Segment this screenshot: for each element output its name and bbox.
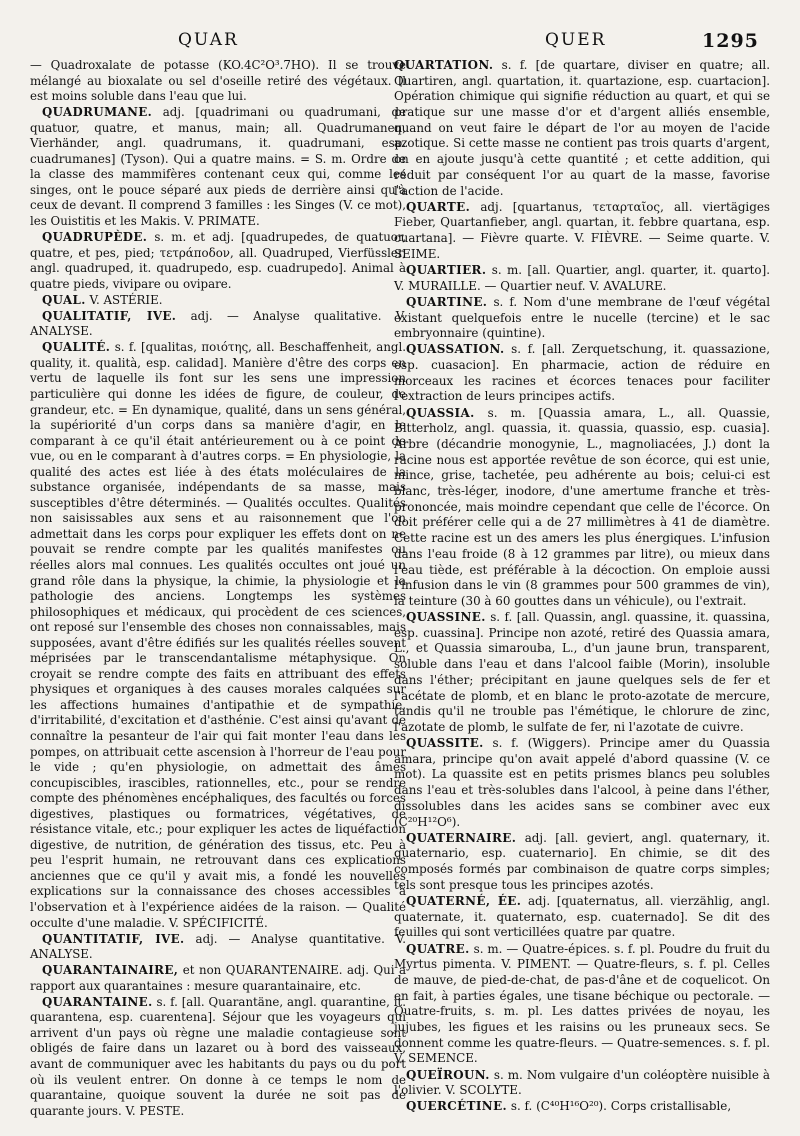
entry-definition: V. ASTÉRIE. [89, 292, 163, 307]
dictionary-entry [30, 995, 406, 1119]
dictionary-entry [30, 293, 406, 309]
entry-definition: s. f. Nom d'une membrane de l'œuf végétal existant quelquefois entre le nucelle (tercine) et le sac embryonnaire (quintine). [394, 294, 771, 341]
entry-headword: QUASSINE. [406, 610, 486, 625]
entry-definition: et non QUARANTENAIRE. adj. Qui a rapport aux quarantaines : mesure quarantainaire, etc. [30, 963, 407, 993]
running-head-left: QUAR [178, 30, 239, 50]
entry-definition: s. m. et adj. [quadrupedes, de quatuor, quatre, et pes, pied; τετράποδον, all. Quadruped, Vierfüssler, angl. quadruped, it. quadrupedo, esp. cuadrupedo]. Animal à quatre pieds, vivipare ou ovipare. [30, 230, 407, 291]
dictionary-entry [394, 295, 770, 342]
dictionary-entry [394, 58, 770, 199]
entry-definition: adj. — Analyse quantitative. V. ANALYSE. [30, 931, 406, 962]
entry-headword: QUASSATION. [406, 342, 505, 357]
entry-definition: adj. [quaternatus, all. vierzählig, angl. quaternate, it. quaternato, esp. cuaternado]. Se dit des feuilles qui sont verticillées quatre par quatre. [394, 893, 771, 940]
entry-headword: QUADRUPÈDE. [42, 230, 148, 245]
entry-definition: adj. — Analyse qualitative. V. ANALYSE. [30, 308, 406, 339]
entry-headword: QUARTE. [406, 199, 471, 214]
dictionary-entry [394, 942, 770, 1068]
entry-definition: s. f. [de quartare, diviser en quatre; all. Quartiren, angl. quartation, it. quartazione, esp. cuartacion]. Opération chimique qui signifie réduction au quart, et qui se pratique sur une masse d'or et d'argent alliés ensemble, quand on veut faire le départ de l'or au moyen de l'acide azotique. Si cette masse ne contient pas trois quarts d'argent, on en ajoute jusqu'à cette quantité ; et cette addition, qui réduit par conséquent l'or au quart de la masse, favorise l'action de l'acide. [394, 58, 771, 198]
entry-definition: adj. [quartanus, τεταρταῖος, all. viertägiges Fieber, Quartanfieber, angl. quartan, it. febbre quartana, esp. cuartana]. — Fièvre quarte. V. FIÈVRE. — Seime quarte. V. SEIME. [394, 199, 770, 261]
entry-headword: QUALITATIF, IVE. [42, 308, 177, 323]
entry-headword: QUATERNÉ, ÉE. [406, 893, 522, 908]
dictionary-entry [30, 963, 406, 994]
dictionary-entry [394, 1099, 770, 1115]
left-column [30, 58, 406, 1120]
entry-headword: QUANTITATIF, IVE. [42, 931, 185, 946]
dictionary-entry [394, 1068, 770, 1099]
dictionary-entry [30, 58, 406, 105]
dictionary-entry [394, 200, 770, 263]
dictionary-entry [30, 932, 406, 963]
entry-definition: s. f. (Wiggers). Principe amer du Quassia amara, principe qu'on avait appelé d'abord quassine (V. ce mot). La quassite est en petits prismes blancs peu solubles dans l'eau et très-solubles dans l'alcool, à peine dans l'éther, dissolubles dans les acides sans se combiner avec eux (C²⁰H¹²O⁶). [394, 736, 770, 829]
page-number: 1295 [702, 30, 759, 52]
entry-headword: QUASSITE. [406, 736, 484, 751]
entry-headword: QUATRE. [406, 941, 470, 956]
entry-definition: s. m. — Quatre-épices. s. f. pl. Poudre du fruit du Myrtus pimenta. V. PIMENT. — Quatre-fleurs, s. f. pl. Celles de mauve, de pied-de-chat, de pas-d'âne et de coquelicot. On en fait, à parties égales, une tisane béchique ou pectorale. — Quatre-fruits, s. m. pl. Les dattes privées de noyau, les jujubes, les figues et les raisins ou les pruneaux secs. Se donnent comme les quatre-fleurs. — Quatre-semences. s. f. pl. V. SEMENCE. [394, 941, 771, 1066]
dictionary-entry [30, 230, 406, 292]
entry-headword: QUARANTAINAIRE, [42, 963, 179, 978]
dictionary-entry [394, 894, 770, 941]
dictionary-entry [394, 406, 770, 610]
dictionary-entry [394, 342, 770, 405]
entry-headword: QUALITÉ. [42, 340, 111, 355]
dictionary-entry [394, 831, 770, 894]
dictionary-entry [30, 309, 406, 340]
entry-headword: QUARANTAINE. [42, 994, 153, 1009]
entry-headword: QUARTIER. [406, 262, 487, 277]
entry-headword: QUASSIA. [406, 405, 475, 420]
entry-definition: s. f. [qualitas, ποιότης, all. Beschaffenheit, angl. quality, it. qualità, esp. calidad]. Manière d'être des corps en vertu de laquelle ils font sur les sens une impression particulière qui donne les idées de figure, de couleur, de grandeur, etc. = En dynamique, qualité, dans un sens général, la supériorité d'un corps dans sa manière d'agir, en le comparant à ce qu'il était antérieurement ou à ce point de vue, ou en le comparant à d'autres corps. = En physiologie, la qualité des actes est liée à des états moléculaires de la substance organisée, indépendants de sa masse, mais susceptibles d'être déterminés. — Qualités occultes. Qualités non saisissables aux sens et au raisonnement que l'on admettait dans les corps pour expliquer les effets dont on ne pouvait se rendre compte par les qualités manifestes ou réelles alors mal connues. Les qualités occultes ont joué un grand rôle dans la physique, la chimie, la physiologie et la pathologie des anciens. Longtemps les systèmes philosophiques et médicaux, qui procèdent de ces sciences, ont reposé sur l'ensemble des choses non connaissables, mais supposées, avant d'être édifiés sur les qualités réelles souvent méprisées par le transcendantalisme métaphysique. On croyait se rendre compte des faits en attribuant des effets physiques et organiques à des causes morales calquées sur les affections humaines d'antipathie et de sympathie, d'irritabilité, d'excitation et d'asthénie. C'est ainsi qu'avant de connaître la pesanteur de l'air qui fait monter l'eau dans les pompes, on attribuait cette ascension à l'horreur de l'eau pour le vide ; qu'en physiologie, on admettait des âmes concupiscibles, irascibles, rationnelles, etc., pour se rendre compte des phénomènes encéphaliques, des facultés ou forces digestives, plastiques ou formatrices, végétatives, de résistance vitale, etc.; pour expliquer les actes de liquéfaction digestive, de nutrition, de génération des tissus, etc. Peu à peu l'esprit humain, ne retrouvant dans ces explications anciennes que ce qu'il y avait mis, a fondé les nouvelles explications sur la connaissance des choses accessibles à l'observation et à l'expérience aidées de la raison. — Qualité occulte d'une maladie. V. SPÉCIFICITÉ. [30, 340, 406, 930]
entry-headword: QUARTATION. [394, 58, 494, 72]
dictionary-entry [30, 105, 406, 229]
dictionary-entry [394, 610, 770, 736]
entry-headword: QUERCÉTINE. [406, 1099, 508, 1114]
entry-definition: s. m. [Quassia amara, L., all. Quassie, Bitterholz, angl. quassia, it. quassia, quassio, esp. cuasia]. Arbre (décandrie monogynie, L., magnoliacées, J.) dont la racine nous est apportée revêtue de son écorce, qui est unie, mince, grise, tachetée, peu adhérente au bois; celui-ci est blanc, très-léger, inodore, d'une amertume franche et très-prononcée, mais moindre cependant que celle de l'écorce. On doit préférer celle qui a de 27 millimètres à 41 de diamètre. Cette racine est un des amers les plus énergiques. L'infusion dans l'eau froide (8 à 12 grammes par litre), ou mieux dans l'eau tiède, est préférable à la décoction. On emploie aussi l'infusion dans le vin (8 grammes pour 500 grammes de vin), la teinture (30 à 60 gouttes dans un véhicule), ou l'extrait. [394, 405, 771, 608]
entry-definition: s. f. (C⁴⁰H¹⁶O²⁰). Corps cristallisable, [510, 1099, 732, 1114]
dictionary-entry [30, 340, 406, 931]
entry-definition: s. f. [all. Quarantäne, angl. quarantine, it. quarantena, esp. cuarentena]. Séjour que les voyageurs qui arrivent d'un pays où règne une maladie contagieuse sont obligés de faire dans un lazaret ou à bord des vaisseaux, avant de communiquer avec les habitants du pays ou du port où ils veulent entrer. On donne à ce temps le nom de quarantaine, quoique souvent la durée ne soit pas de quarante jours. V. PESTE. [30, 994, 407, 1118]
entry-headword: QUADRUMANE. [42, 105, 153, 120]
right-column [394, 58, 770, 1116]
entry-definition: adj. [all. geviert, angl. quaternary, it. quaternario, esp. cuaternario]. En chimie, se dit des composés formés par combinaison de quatre corps simples; tels sont presque tous les principes azotés. [394, 830, 771, 892]
entry-definition: adj. [quadrimani ou quadrumani, de quatuor, quatre, et manus, main; all. Quadrumanen, Vierhänder, angl. quadrumans, it. quadrumani, esp. cuadrumanes] (Tyson). Qui a quatre mains. = S. m. Ordre de la classe des mammifères contenant ceux qui, comme les singes, ont le pouce séparé aux pieds de derrière ainsi qu'à ceux de devant. Il comprend 3 familles : les Singes (V. ce mot), les Ouistitis et les Makis. V. PRIMATE. [30, 105, 407, 228]
entry-headword: QUARTINE. [406, 294, 488, 309]
entry-definition: s. f. [all. Quassin, angl. quassine, it. quassina, esp. cuassina]. Principe non azoté, retiré des Quassia amara, L., et Quassia simarouba, L., d'un jaune brun, transparent, soluble dans l'eau et dans l'alcool faible (Morin), insoluble dans l'éther; précipitant en jaune quelques sels de fer et l'acétate de plomb, et en blanc le proto-azotate de mercure, tandis qu'il ne trouble pas l'émétique, le chlorure de zinc, l'azotate de plomb, le sulfate de fer, ni l'azotate de cuivre. [394, 610, 771, 734]
entry-definition: — Quadroxalate de potasse (KO.4C²O³.7HO). Il se trouve mélangé au bioxalate ou sel d'oseille retiré des végétaux. Il est moins soluble dans l'eau que lui. [30, 58, 406, 104]
entry-headword: QUAL. [42, 292, 86, 307]
dictionary-entry [394, 736, 770, 830]
entry-definition: s. m. [all. Quartier, angl. quarter, it. quarto]. V. MURAILLE. — Quartier neuf. V. AVALURE. [394, 262, 770, 293]
running-head-right: QUER [545, 30, 607, 50]
entry-definition: s. f. [all. Zerquetschung, it. quassazione, esp. cuasacion]. En pharmacie, action de réduire en morceaux les racines et écorces tenaces pour faciliter l'extraction de leurs principes actifs. [394, 342, 770, 404]
entry-definition: s. m. Nom vulgaire d'un coléoptère nuisible à l'olivier. V. SCOLYTE. [394, 1067, 770, 1098]
entry-headword: QUEÏROUN. [406, 1067, 490, 1082]
dictionary-entry [394, 263, 770, 294]
entry-headword: QUATERNAIRE. [406, 830, 517, 845]
